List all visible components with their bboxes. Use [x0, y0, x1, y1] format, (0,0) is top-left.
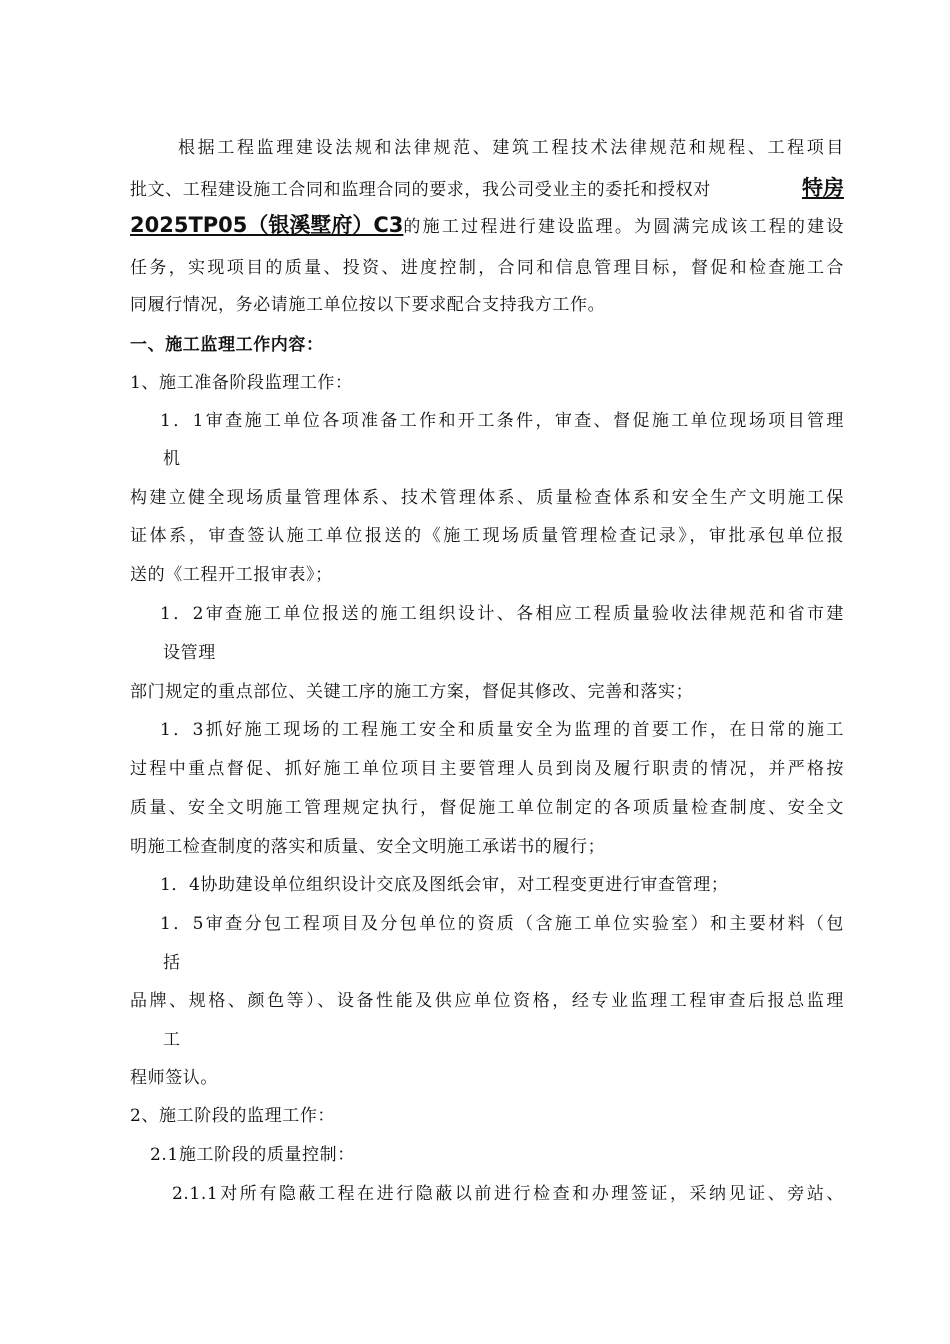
paragraph-line: 设管理 [163, 643, 216, 663]
project-name-highlight: 特房 [802, 176, 844, 200]
paragraph-line: 程师签认。 [130, 1068, 218, 1088]
paragraph-line: 1．2审查施工单位报送的施工组织设计、各相应工程质量验收法律规范和省市建 [160, 604, 844, 624]
paragraph-line: 质量、安全文明施工管理规定执行，督促施工单位制定的各项质量检查制度、安全文 [130, 798, 844, 818]
paragraph-line: 明施工检查制度的落实和质量、安全文明施工承诺书的履行； [130, 837, 606, 857]
paragraph-line: 过程中重点督促、抓好施工单位项目主要管理人员到岗及履行职责的情况，并严格按 [130, 759, 844, 779]
project-name-highlight: 2025TP05（银溪墅府）C3 [130, 213, 404, 237]
paragraph-line: 工 [163, 1030, 181, 1050]
paragraph-line: 证体系，审查签认施工单位报送的《施工现场质量管理检查记录》，审批承包单位报 [130, 526, 844, 546]
paragraph-line: 2.1.1对所有隐蔽工程在进行隐蔽以前进行检查和办理签证，采纳见证、旁站、 [172, 1184, 844, 1204]
paragraph-line: 品牌、规格、颜色等）、设备性能及供应单位资格，经专业监理工程审查后报总监理 [130, 991, 844, 1011]
paragraph-line: 部门规定的重点部位、关键工序的施工方案，督促其修改、完善和落实； [130, 682, 694, 702]
paragraph-text: 批文、工程建设施工合同和监理合同的要求，我公司受业主的委托和授权对 [130, 180, 711, 200]
paragraph-line: 任务，实现项目的质量、投资、进度控制，合同和信息管理目标，督促和检查施工合 [130, 258, 844, 278]
subsection-heading: 1、施工准备阶段监理工作： [130, 373, 353, 393]
paragraph-text: 的施工过程进行建设监理。为圆满完成该工程的建设 [403, 217, 844, 237]
paragraph-line: 送的《工程开工报审表》； [130, 565, 333, 585]
paragraph-line: 1．5审查分包工程项目及分包单位的资质（含施工单位实验室）和主要材料（包 [160, 914, 844, 934]
subsection-heading: 2.1施工阶段的质量控制： [150, 1145, 355, 1165]
paragraph-line [130, 176, 844, 202]
subsection-heading: 2、施工阶段的监理工作： [130, 1106, 336, 1126]
paragraph-line: 括 [163, 953, 181, 973]
paragraph-line [130, 213, 844, 239]
paragraph-line: 构建立健全现场质量管理体系、技术管理体系、质量检查体系和安全生产文明施工保 [130, 488, 844, 508]
section-heading: 一、施工监理工作内容： [130, 335, 324, 355]
paragraph-line: 同履行情况，务必请施工单位按以下要求配合支持我方工作。 [130, 295, 606, 315]
paragraph-line: 1．4协助建设单位组织设计交底及图纸会审，对工程变更进行审查管理； [160, 875, 729, 895]
paragraph-line: 机 [163, 449, 181, 469]
paragraph-line: 1．1审查施工单位各项准备工作和开工条件，审查、督促施工单位现场项目管理 [160, 411, 844, 431]
paragraph-line: 1．3抓好施工现场的工程施工安全和质量安全为监理的首要工作，在日常的施工 [160, 720, 844, 740]
paragraph-line: 根据工程监理建设法规和法律规范、建筑工程技术法律规范和规程、工程项目 [178, 138, 844, 158]
